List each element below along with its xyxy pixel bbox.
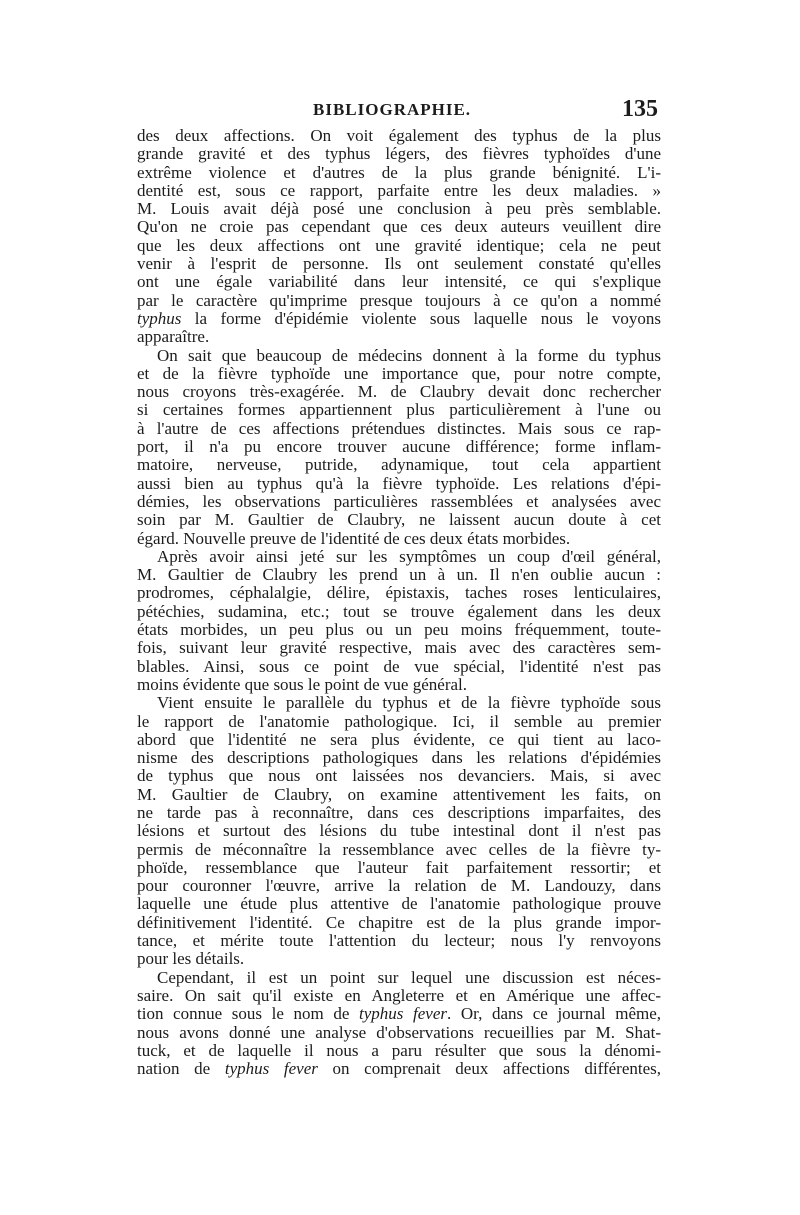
paragraph xyxy=(137,969,661,1079)
text-line: dentité est, sous ce rapport, parfaite entre les deux maladies. » xyxy=(137,180,661,200)
text-line: typhus la forme d'épidémie violente sous laquelle nous le voyons xyxy=(137,308,661,328)
text-line: de typhus que nous ont laissées nos devanciers. Mais, si avec xyxy=(137,766,661,786)
text-line: le rapport de l'anatomie pathologique. Ici, il semble au premier xyxy=(137,711,661,731)
text-line: ont une égale variabilité dans leur intensité, ce qui s'explique xyxy=(137,272,661,292)
text-line: états morbides, un peu plus ou un peu moins fréquemment, toute- xyxy=(137,620,661,640)
text-line: M. Gaultier de Claubry les prend un à un. Il n'en oublie aucun : xyxy=(137,565,661,585)
text-line: soin par M. Gaultier de Claubry, ne laissent aucun doute à cet xyxy=(137,510,661,530)
text-line: tance, et mérite toute l'attention du lecteur; nous l'y renvoyons xyxy=(137,931,661,951)
text-line: fois, suivant leur gravité respective, mais avec des caractères sem- xyxy=(137,638,661,658)
text-line: que les deux affections ont une gravité identique; cela ne peut xyxy=(137,235,661,255)
text-line: port, il n'a pu encore trouver aucune différence; forme inflam- xyxy=(137,437,661,457)
paragraph xyxy=(137,548,661,694)
text-line: et de la fièvre typhoïde une importance que, pour notre compte, xyxy=(137,363,661,383)
paragraph xyxy=(137,127,661,347)
text-line: matoire, nerveuse, putride, adynamique, tout cela appartient xyxy=(137,455,661,475)
text-line: Vient ensuite le parallèle du typhus et de la fièvre typhoïde sous xyxy=(157,693,661,713)
text-line: égard. Nouvelle preuve de l'identité de ces deux états morbides. xyxy=(137,528,571,548)
text-line: aussi bien au typhus qu'à la fièvre typhoïde. Les relations d'épi- xyxy=(137,473,661,493)
text-line: moins évidente que sous le point de vue général. xyxy=(137,674,467,694)
text-line: ne tarde pas à reconnaître, dans ces descriptions imparfaites, des xyxy=(137,802,661,822)
text-line: extrême violence et d'autres de la plus grande bénignité. L'i- xyxy=(137,162,661,182)
text-line: prodromes, céphalalgie, délire, épistaxis, taches roses lenticulaires, xyxy=(137,583,661,603)
text-line: venir à l'esprit de personne. Ils ont seulement constaté qu'elles xyxy=(137,254,661,274)
text-line: des deux affections. On voit également des typhus de la plus xyxy=(137,126,661,145)
text-line: Cependant, il est un point sur lequel une discussion est néces- xyxy=(157,967,661,987)
text-line: saire. On sait qu'il existe en Angleterre et en Amérique une affec- xyxy=(137,985,661,1005)
text-line: blables. Ainsi, sous ce point de vue spécial, l'identité n'est pas xyxy=(137,656,661,676)
text-line: Après avoir ainsi jeté sur les symptômes un coup d'œil général, xyxy=(157,546,661,566)
text-line: grande gravité et des typhus légers, des fièvres typhoïdes d'une xyxy=(137,144,661,164)
text-line: définitivement l'identité. Ce chapitre est de la plus grande impor- xyxy=(137,912,661,932)
text-line: M. Gaultier de Claubry, on examine attentivement les faits, on xyxy=(137,784,661,804)
text-line: phoïde, ressemblance que l'auteur fait parfaitement ressortir; et xyxy=(137,857,661,877)
text-line: tuck, et de laquelle il nous a paru résulter que sous la dénomi- xyxy=(137,1040,661,1060)
text-line: laquelle une étude plus attentive de l'anatomie pathologique prouve xyxy=(137,894,661,914)
text-line: pétéchies, sudamina, etc.; tout se trouve également dans les deux xyxy=(137,601,661,621)
text-line: lésions et surtout des lésions du tube intestinal dont il n'est pas xyxy=(137,821,661,841)
text-line: Qu'on ne croie pas cependant que ces deux auteurs veuillent dire xyxy=(137,217,661,237)
text-line: nous croyons très-exagérée. M. de Claubry devait donc rechercher xyxy=(137,382,661,402)
text-line: M. Louis avait déjà posé une conclusion à peu près semblable. xyxy=(137,199,661,219)
text-line: On sait que beaucoup de médecins donnent à la forme du typhus xyxy=(157,345,661,365)
text-line: nation de typhus fever on comprenait deux affections différentes, xyxy=(137,1059,661,1079)
text-line: nisme des descriptions pathologiques dans les relations d'épidémies xyxy=(137,748,661,768)
text-line: pour couronner l'œuvre, arrive la relation de M. Landouzy, dans xyxy=(137,876,661,896)
text-line: démies, les observations particulières rassemblées et analysées avec xyxy=(137,491,661,511)
text-line: à l'autre de ces affections prétendues distinctes. Mais sous ce rap- xyxy=(137,418,661,438)
text-line: apparaître. xyxy=(137,327,210,347)
text-line: nous avons donné une analyse d'observations recueillies par M. Shat- xyxy=(137,1022,661,1042)
paragraph xyxy=(137,694,661,968)
page-number: 135 xyxy=(622,96,658,122)
paragraph xyxy=(137,347,661,548)
text-line: abord que l'identité ne sera plus évidente, ce qui tient au laco- xyxy=(137,729,661,749)
running-head: BIBLIOGRAPHIE. xyxy=(313,100,472,119)
body-text xyxy=(137,127,661,1078)
text-line: si certaines formes appartiennent plus particulièrement à l'une ou xyxy=(137,400,661,420)
text-line: par le caractère qu'imprime presque toujours à ce qu'on a nommé xyxy=(137,290,661,310)
text-line: tion connue sous le nom de typhus fever. Or, dans ce journal même, xyxy=(137,1004,662,1024)
text-line: pour les détails. xyxy=(137,949,245,969)
text-line: permis de méconnaître la ressemblance avec celles de la fièvre ty- xyxy=(137,839,661,859)
